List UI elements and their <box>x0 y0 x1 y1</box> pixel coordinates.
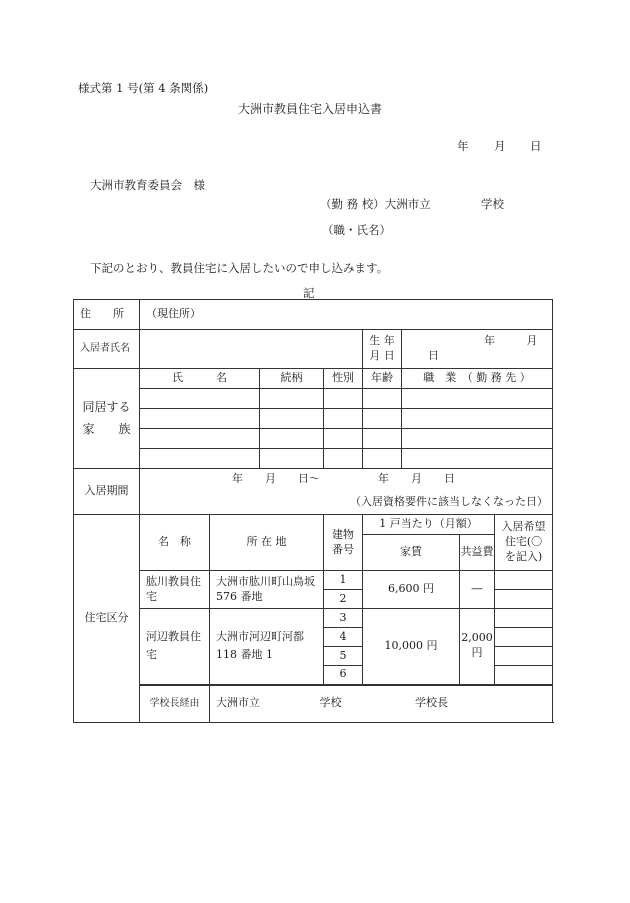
wish-cell[interactable] <box>495 628 553 647</box>
period-note: （入居資格要件に該当しなくなった日） <box>350 495 548 509</box>
name-row <box>74 330 553 369</box>
family-header-row <box>74 369 553 389</box>
housing-name: 肱川教員住宅 <box>140 571 210 609</box>
period-to: 年 月 日 <box>378 472 455 485</box>
family-header-age: 年齢 <box>363 369 402 389</box>
housing-header-name: 名 称 <box>140 515 210 571</box>
building-number: 4 <box>324 628 363 647</box>
building-number: 5 <box>324 647 363 666</box>
housing-header-building: 建物 番号 <box>324 515 363 571</box>
housing-location: 大洲市肱川町山鳥坂 576 番地 <box>210 571 324 609</box>
housing-row <box>74 609 553 628</box>
building-number: 6 <box>324 666 363 685</box>
family-row <box>74 389 553 409</box>
principal-field[interactable] <box>210 685 553 723</box>
housing-header-rent: 家賃 <box>363 535 460 571</box>
period-from: 年 月 日～ <box>232 472 320 485</box>
address-value: （現住所） <box>146 307 201 321</box>
date-year-label: 年 <box>457 139 469 153</box>
school-label: （勤 務 校）大洲市立 <box>320 197 431 211</box>
family-label: 同居する 家 族 <box>74 369 140 469</box>
ki-label: 記 <box>303 286 315 300</box>
date-day-label: 日 <box>530 139 542 153</box>
birth-date-field[interactable]: 年 月 日 <box>402 330 553 369</box>
form-number: 様式第 1 号(第 4 条関係) <box>78 81 209 95</box>
family-row <box>74 409 553 429</box>
address-row <box>74 300 553 330</box>
birth-label: 生 年 月 日 <box>363 330 402 369</box>
housing-location: 大洲市河辺町河都 118 番地 1 <box>210 609 324 685</box>
address-label: 住 所 <box>74 300 140 330</box>
name-label: （職・氏名） <box>322 223 391 237</box>
principal-suffix: 学校長 <box>415 696 448 710</box>
family-row <box>74 449 553 469</box>
period-field[interactable] <box>140 469 553 515</box>
housing-name: 河辺教員住宅 <box>140 609 210 685</box>
wish-cell[interactable] <box>495 590 553 609</box>
housing-header-per-unit: 1 戸当たり（月額） <box>363 515 495 535</box>
principal-school: 学校 <box>319 696 342 710</box>
housing-row <box>74 571 553 590</box>
wish-cell[interactable] <box>495 666 553 685</box>
housing-header-common-fee: 共益費 <box>460 535 495 571</box>
applicant-name-label: 入居者氏名 <box>74 330 140 369</box>
housing-rent: 6,600 円 <box>363 571 460 609</box>
wish-cell[interactable] <box>495 609 553 628</box>
principal-city: 大洲市立 <box>216 696 260 710</box>
intro-text: 下記のとおり、教員住宅に入居したいので申し込みます。 <box>90 261 389 275</box>
form-title: 大洲市教員住宅入居申込書 <box>238 102 383 116</box>
principal-row <box>74 685 553 723</box>
school-suffix: 学校 <box>481 197 504 211</box>
housing-header-wish: 入居希望 住宅(〇 を記入) <box>495 515 553 571</box>
family-header-name: 氏 名 <box>140 369 260 389</box>
family-header-job: 職 業 （ 勤 務 先 ） <box>402 369 553 389</box>
building-number: 3 <box>324 609 363 628</box>
housing-header-location: 所 在 地 <box>210 515 324 571</box>
housing-common-fee: 2,000 円 <box>460 609 495 685</box>
family-row <box>74 429 553 449</box>
housing-label: 住宅区分 <box>74 515 140 723</box>
housing-header-row-1 <box>74 515 553 535</box>
period-label: 入居期間 <box>74 469 140 515</box>
building-number: 2 <box>324 590 363 609</box>
family-header-gender: 性別 <box>324 369 363 389</box>
wish-cell[interactable] <box>495 647 553 666</box>
applicant-name-field[interactable] <box>140 330 363 369</box>
principal-label: 学校長経由 <box>140 685 210 723</box>
addressee: 大洲市教育委員会 様 <box>90 178 205 192</box>
housing-common-fee: ― <box>460 571 495 609</box>
application-table <box>73 299 553 723</box>
period-row <box>74 469 553 515</box>
housing-rent: 10,000 円 <box>363 609 460 685</box>
wish-cell[interactable] <box>495 571 553 590</box>
address-field[interactable] <box>140 300 553 330</box>
date-month-label: 月 <box>494 139 506 153</box>
building-number: 1 <box>324 571 363 590</box>
family-header-relation: 続柄 <box>260 369 324 389</box>
